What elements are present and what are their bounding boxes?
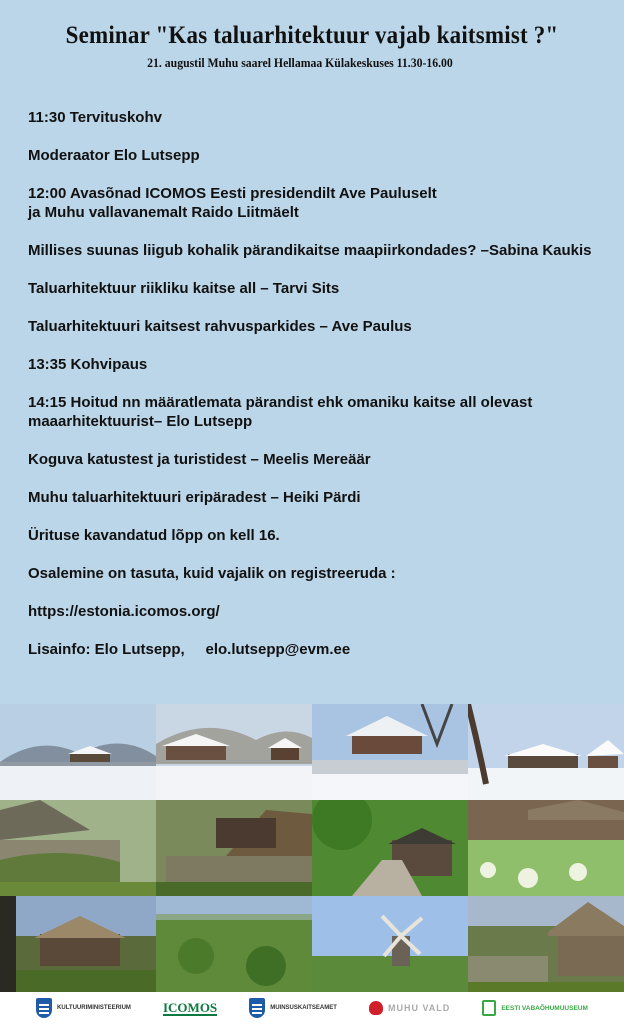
photo-windmill xyxy=(312,896,468,992)
logo-label: MUHU VALD xyxy=(387,1003,451,1013)
photo-aerial-village xyxy=(156,896,312,992)
logo-label: ICOMOS xyxy=(162,999,218,1015)
logo-muinsuskaitseamet xyxy=(249,998,337,1018)
agenda-item: 13:35 Kohvipaus xyxy=(28,356,148,373)
agenda-item: Muhu taluarhitektuuri eripäradest – Heiki Pärdi xyxy=(28,489,361,506)
agenda-item: 12:00 Avasõnad ICOMOS Eesti presidendilt Ave Pauluselt ja Muhu vallavanemalt Raido Liitmäelt xyxy=(28,185,437,221)
agenda-item: Moderaator Elo Lutsepp xyxy=(28,147,200,164)
photo-gallery xyxy=(0,704,624,992)
logo-label: MUINSUSKAITSEAMET xyxy=(270,1005,337,1011)
crest-icon xyxy=(36,998,52,1018)
page-subtitle: 21. augustil Muhu saarel Hellamaa Külakeskuses 11.30-16.00 xyxy=(147,56,453,70)
photo-winter-houses xyxy=(468,704,624,800)
photo-forest-path xyxy=(312,800,468,896)
photo-flowering-yard xyxy=(468,800,624,896)
agenda-item: Koguva katustest ja turistidest – Meelis Mereäär xyxy=(28,451,371,468)
photo-winter-village xyxy=(0,704,156,800)
logo-label: KULTUURIMINISTEERIUM xyxy=(57,1005,131,1011)
agenda-item: Taluarhitektuuri kaitsest rahvusparkides – Ave Paulus xyxy=(28,318,412,335)
photo-stone-wall-barn xyxy=(0,800,156,896)
agenda-item: 11:30 Tervituskohv xyxy=(28,109,162,126)
page-title: Seminar "Kas taluarhitektuur vajab kaitsmist ?" xyxy=(65,22,559,49)
photo-thatched-barn xyxy=(156,800,312,896)
logo-label: EESTI VABAÕHUMUUSEUM xyxy=(501,1004,588,1012)
sponsor-footer xyxy=(0,992,624,1024)
logo-icomos xyxy=(163,1001,217,1016)
photo-winter-stone-fence xyxy=(312,704,468,800)
photo-winter-farm xyxy=(156,704,312,800)
agenda-item: Millises suunas liigub kohalik pärandikaitse maapiirkondades? –Sabina Kaukis xyxy=(28,242,592,259)
photo-old-gate xyxy=(468,896,624,992)
logo-kultuuriministeerium xyxy=(36,998,131,1018)
flower-icon xyxy=(369,1001,383,1015)
agenda-list xyxy=(28,108,608,678)
logo-vabaohumuuseum xyxy=(482,1000,588,1016)
museum-icon xyxy=(482,1000,496,1016)
agenda-item: Osalemine on tasuta, kuid vajalik on registreeruda : xyxy=(28,565,396,582)
logo-muhu-vald xyxy=(369,1001,450,1015)
agenda-item: Ürituse kavandatud lõpp on kell 16. xyxy=(28,527,280,544)
crest-icon xyxy=(249,998,265,1018)
agenda-item: 14:15 Hoitud nn määratlemata pärandist ehk omaniku kaitse all olevast maaarhitektuurist– Elo Lutsepp xyxy=(28,394,533,430)
contact-info: Lisainfo: Elo Lutsepp, elo.lutsepp@evm.ee xyxy=(28,641,351,658)
photo-barn-trees xyxy=(0,896,156,992)
header xyxy=(0,0,624,100)
registration-link[interactable]: https://estonia.icomos.org/ xyxy=(28,603,220,620)
agenda-item: Taluarhitektuur riikliku kaitse all – Tarvi Sits xyxy=(28,280,340,297)
